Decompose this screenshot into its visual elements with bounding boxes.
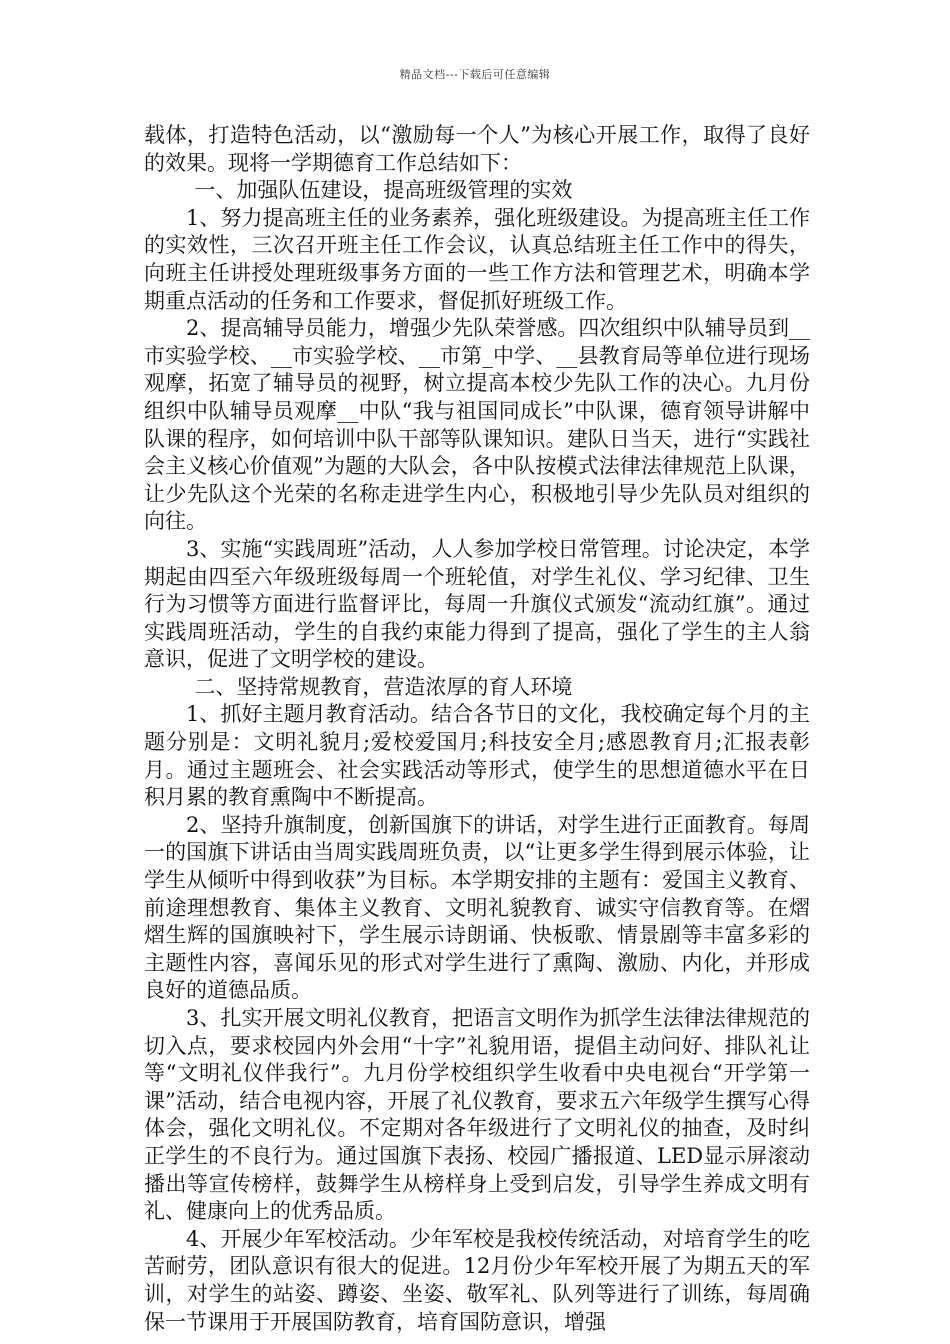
paragraph-2-1: 1、抓好主题月教育活动。结合各节日的文化，我校确定每个月的主题分别是：文明礼貌月;爱校爱国月;科技安全月;感恩教育月;汇报表彰月。通过主题班会、社会实践活动等形式，使学生的思想道德水平在日积月累的教育熏陶中不断提高。	[144, 702, 810, 810]
section-heading-2: 二、坚持常规教育，营造浓厚的育人环境	[194, 674, 573, 699]
paragraph-1-2: 2、提高辅导员能力，增强少先队荣誉感。四次组织中队辅导员到__市实验学校、__市实验学校、__市第_中学、__县教育局等单位进行现场观摩，拓宽了辅导员的视野，树立提高本校少先队工作的决心。九月份组织中队辅导员观摩__中队“我与祖国同成长”中队课，德育领导讲解中队课的程序，如何培训中队干部等队课知识。建队日当天，进行“实践社会主义核心价值观”为题的大队会，各中队按模式法律法律规范上队课，让少先队这个光荣的名称走进学生内心，积极地引导少先队员对组织的向往。	[144, 316, 810, 534]
paragraph-2-4: 4、开展少年军校活动。少年军校是我校传统活动，对培育学生的吃苦耐劳，团队意识有很大的促进。12月份少年军校开展了为期五天的军训，对学生的站姿、蹲姿、坐姿、敬军礼、队列等进行了训练，每周确保一节课用于开展国防教育，培育国防意识，增强	[144, 1226, 810, 1334]
section-heading-1: 一、加强队伍建设，提高班级管理的实效	[194, 178, 573, 203]
paragraph-intro-continuation: 载体，打造特色活动，以“激励每一个人”为核心开展工作，取得了良好的效果。现将一学期德育工作总结如下：	[144, 123, 810, 175]
paragraph-2-3: 3、扎实开展文明礼仪教育，把语言文明作为抓学生法律法律规范的切入点，要求校园内外会用“十字”礼貌用语，提倡主动问好、排队礼让等“文明礼仪伴我行”。九月份学校组织学生收看中央电视台“开学第一课”活动，结合电视内容，开展了礼仪教育，要求五六年级学生撰写心得体会，强化文明礼仪。不定期对各年级进行了文明礼仪的抽查，及时纠正学生的不良行为。通过国旗下表扬、校园广播报道、LED显示屏滚动播出等宣传榜样，鼓舞学生从榜样身上受到启发，引导学生养成文明有礼、健康向上的优秀品质。	[144, 1006, 810, 1224]
page-header: 精品文档---下载后可任意编辑	[399, 68, 551, 81]
paragraph-2-2: 2、坚持升旗制度，创新国旗下的讲话，对学生进行正面教育。每周一的国旗下讲话由当周实践周班负责，以“让更多学生得到展示体验，让学生从倾听中得到收获”为目标。本学期安排的主题有：爱国主义教育、前途理想教育、集体主义教育、文明礼貌教育、诚实守信教育等。在熠熠生辉的国旗映衬下，学生展示诗朗诵、快板歌、情景剧等丰富多彩的主题性内容，喜闻乐见的形式对学生进行了熏陶、激励、内化，并形成良好的道德品质。	[144, 812, 810, 1003]
document-body	[144, 122, 810, 1336]
paragraph-1-3: 3、实施“实践周班”活动，人人参加学校日常管理。讨论决定，本学期起由四至六年级班级每周一个班轮值，对学生礼仪、学习纪律、卫生行为习惯等方面进行监督评比，每周一升旗仪式颁发“流动红旗”。通过实践周班活动，学生的自我约束能力得到了提高，强化了学生的主人翁意识，促进了文明学校的建设。	[144, 536, 810, 672]
paragraph-1-1: 1、努力提高班主任的业务素养，强化班级建设。为提高班主任工作的实效性，三次召开班主任工作会议，认真总结班主任工作中的得失，向班主任讲授处理班级事务方面的一些工作方法和管理艺术，明确本学期重点活动的任务和工作要求，督促抓好班级工作。	[144, 205, 810, 313]
